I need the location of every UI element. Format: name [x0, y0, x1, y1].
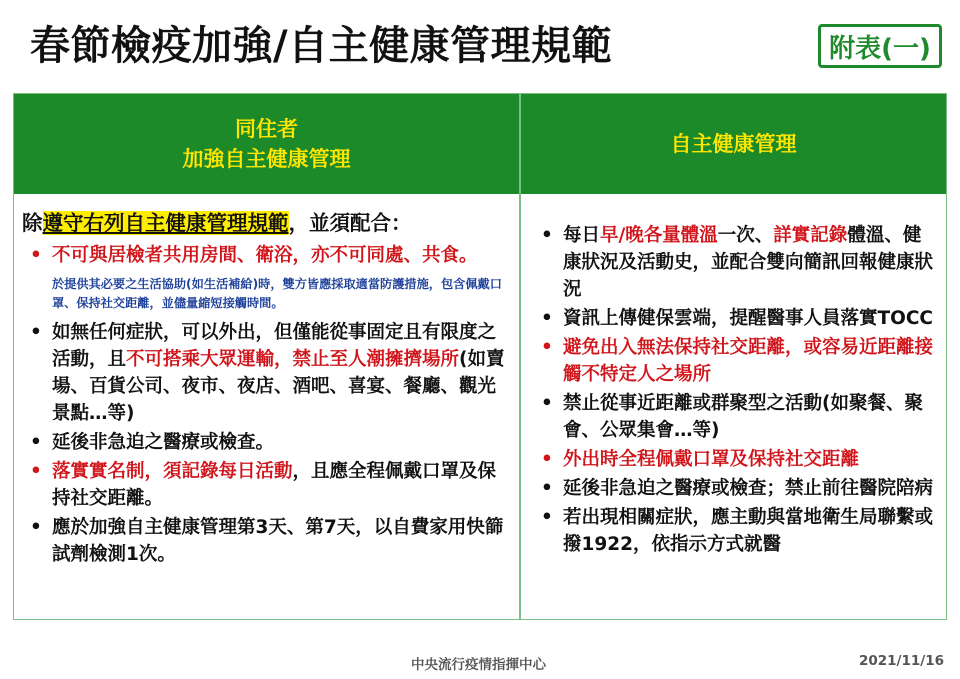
item-text-red: 詳實記錄: [773, 225, 848, 246]
left-column-header: [14, 94, 519, 194]
footer-organization: 中央流行疫情指揮中心: [411, 657, 546, 673]
item-text: 避免出入無法保持社交距離，或容易近距離接觸不特定人之場所: [563, 337, 934, 385]
list-item: [533, 334, 936, 388]
bullet-icon: •: [541, 393, 553, 414]
list-item: [533, 390, 936, 444]
page-title: 春節檢疫加強/自主健康管理規範: [30, 23, 613, 69]
bullet-icon: •: [541, 478, 553, 499]
bullet-icon: •: [30, 245, 42, 266]
item-text: 每日: [563, 225, 601, 246]
bullet-icon: •: [541, 225, 553, 246]
left-list-continued: [22, 319, 509, 568]
intro-highlight: 遵守右列自主健康管理規範: [42, 211, 289, 235]
rules-table: [13, 93, 947, 620]
item-text: 不可與居檢者共用房間、衛浴，亦不可同處、共食。: [52, 245, 478, 266]
list-item: [22, 319, 509, 427]
item-text: 資訊上傳健保雲端，提醒醫事人員落實TOCC: [563, 308, 934, 329]
bullet-icon: •: [541, 308, 553, 329]
item-text: ，且應全程佩戴口罩及保持社交距離。: [52, 461, 497, 509]
intro-prefix: 除: [22, 211, 43, 235]
bullet-icon: •: [541, 507, 553, 528]
item-text-red: 落實實名制，須記錄每日活動: [52, 461, 293, 482]
left-note: 於提供其必要之生活協助(如生活補給)時，雙方皆應採取適當防護措施，包含佩戴口罩、保持社交距離，並儘量縮短接觸時間。: [52, 277, 502, 310]
list-item: [22, 514, 509, 568]
bullet-icon: •: [541, 449, 553, 470]
right-list: [533, 222, 936, 558]
list-item: [533, 504, 936, 558]
item-text: (如賣場、百貨公司、夜市、夜店、酒吧、喜宴、餐廳、觀光景點…等): [52, 349, 505, 424]
item-text: 如無任何症狀，可以外出，但僅能從事固定且有限度之活動，且: [52, 322, 497, 370]
left-column: [14, 194, 519, 570]
list-item: [533, 446, 936, 473]
item-text: 禁止從事近距離或群聚型之活動(如聚餐、聚會、公眾集會…等): [563, 393, 923, 441]
item-text: 延後非急迫之醫療或檢查。: [52, 432, 275, 453]
item-text: 體溫、健康狀況及活動史，並配合雙向簡訊回報健康狀況: [563, 225, 934, 300]
bullet-icon: •: [30, 517, 42, 538]
appendix-badge: 附表(一): [818, 24, 942, 68]
footer-date: 2021/11/16: [858, 653, 944, 669]
left-header-line1: 同住者: [235, 117, 298, 141]
right-column: [521, 194, 946, 560]
list-item: [22, 429, 509, 456]
list-item: [533, 222, 936, 303]
item-text: 一次、: [717, 225, 774, 246]
bullet-icon: •: [30, 322, 42, 343]
item-text: 延後非急迫之醫療或檢查；禁止前往醫院陪病: [563, 478, 934, 499]
bullet-icon: •: [541, 337, 553, 358]
left-list: [22, 242, 509, 269]
bullet-icon: •: [30, 432, 42, 453]
left-intro: [22, 208, 509, 238]
item-text: 應於加強自主健康管理第3天、第7天，以自費家用快篩試劑檢測1次。: [52, 517, 504, 565]
item-text-red: 早/晚各量體溫: [600, 225, 718, 246]
bullet-icon: •: [30, 461, 42, 482]
right-column-header: [521, 94, 946, 194]
intro-suffix: ，並須配合：: [288, 211, 412, 235]
list-item: [533, 305, 936, 332]
list-item: [533, 475, 936, 502]
list-item: [22, 242, 509, 269]
item-text: 若出現相關症狀，應主動與當地衛生局聯繫或撥1922，依指示方式就醫: [563, 507, 934, 555]
left-header-line2: 加強自主健康管理: [182, 147, 351, 171]
list-item: [22, 458, 509, 512]
item-text: 外出時全程佩戴口罩及保持社交距離: [563, 449, 860, 470]
right-header-label: 自主健康管理: [670, 132, 797, 156]
item-text-red: 不可搭乘大眾運輸，禁止至人潮擁擠場所: [126, 349, 460, 370]
